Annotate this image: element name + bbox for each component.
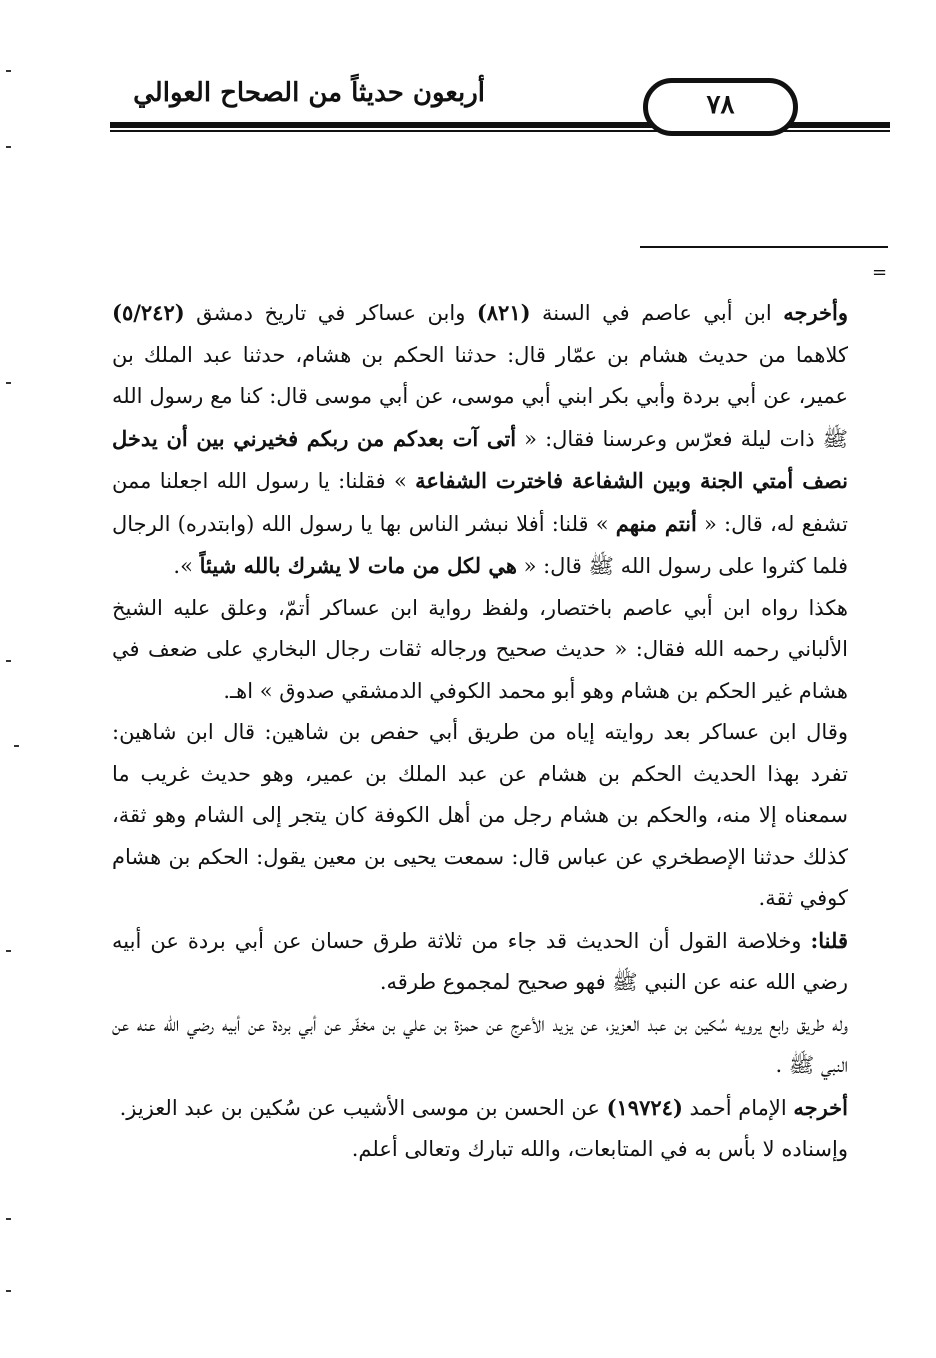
paragraph — [112, 1087, 848, 1130]
text-run: ابن أبي عاصم في السنة — [530, 301, 784, 325]
text-run: هكذا رواه ابن أبي عاصم باختصار، ولفظ رواية ابن عساكر أتمّ، وعلق عليه الشيخ الألباني رحمه الله فقال: « حديث صحيح ورجاله ثقات رجال البخاري على ضعف في هشام غير الحكم بن هشام وهو أبو محمد الكوفي الدمشقي صدوق » اهـ. — [112, 595, 848, 703]
paragraph — [112, 292, 848, 588]
bold-text: (٥/٢٤٢) — [112, 300, 185, 325]
page-header — [110, 70, 890, 140]
text-run: عن الحسن بن موسى الأشيب عن سُكين بن عبد العزيز. — [119, 1095, 607, 1120]
text-run: الإمام أحمد — [682, 1095, 794, 1120]
text-run: وخلاصة القول أن الحديث قد جاء من ثلاثة طرق حسان عن أبي بردة عن أبيه رضي الله عنه عن النبي ﷺ فهو صحيح لمجموع طرقه. — [112, 928, 848, 994]
text-run: وإسناده لا بأس به في المتابعات، والله تبارك وتعالى أعلم. — [351, 1137, 848, 1161]
bold-text: (١٩٧٢٤) — [606, 1094, 683, 1120]
bold-text: هي لكل من مات لا يشرك بالله شيئاً — [199, 553, 517, 578]
margin-mark — [6, 1218, 11, 1220]
paragraph — [112, 1129, 848, 1171]
footnote-continuation-mark: = — [872, 262, 888, 283]
paragraph — [112, 1004, 848, 1087]
bold-text: أنتم منهم — [615, 510, 697, 536]
bold-text: أتى آت بعدكم من ربكم فخيرني بين أن يدخل نصف أمتي الجنة وبين الشفاعة فاخترت الشفاعة — [112, 425, 848, 493]
bold-text: (٨٢١) — [476, 300, 531, 325]
paragraph — [112, 920, 848, 1004]
text-run: » فقلنا: يا رسول الله اجعلنا ممن تشفع له، قال: « — [112, 469, 848, 536]
margin-mark — [6, 382, 11, 384]
text-run: وقال ابن عساكر بعد روايته إياه من طريق أبي حفص بن شاهين: قال ابن شاهين: تفرد بهذا الحديث الحكم بن هشام عن عبد الملك بن عمير، وهو حديث غريب ما سمعناه إلا منه، والحكم بن هشام رجل من أهل الكوفة كان يتجر إلى الشام وهو ثقة، كذلك حدثنا الإصطخري عن عباس قال: سمعت يحيى بن معين يقول: الحكم بن هشام كوفي ثقة. — [112, 720, 848, 910]
text-run: » قلنا: أفلا نبشر الناس بها يا رسول الله (وابتدره) الرجال فلما كثروا على رسول الله ﷺ قال: « — [112, 511, 848, 578]
margin-mark — [6, 70, 11, 72]
running-title: أربعون حديثاً من الصحاح العوالي — [133, 78, 485, 108]
bold-text: وأخرجه — [783, 300, 848, 325]
text-run: كلاهما من حديث هشام بن عمّار قال: حدثنا الحكم بن هشام، حدثنا عبد الملك بن عمير، عن أبي بردة وأبي بكر ابني أبي موسى، عن أبي موسى قال: كنا مع رسول الله ﷺ ذات ليلة فعرّس وعرسنا فقال: « — [112, 342, 848, 451]
text-run: وله طريق رابع يرويه سُكين بن عبد العزيز، عن يزيد الأعرج عن حمزة بن علي بن مخفّر عن أبي بردة عن أبيه رضي الله عنه عن النبي ﷺ . — [112, 1011, 848, 1077]
margin-mark — [6, 660, 11, 662]
margin-mark — [6, 950, 11, 952]
margin-mark — [6, 1290, 11, 1292]
text-run: وابن عساكر في تاريخ دمشق — [184, 301, 477, 325]
text-run: ». — [173, 554, 200, 578]
margin-mark — [14, 745, 19, 747]
margin-mark — [6, 146, 11, 148]
footnote-rule — [640, 246, 888, 248]
footnote-body — [112, 292, 848, 1171]
page-number-frame — [643, 78, 798, 136]
bold-text: قلنا: — [810, 927, 848, 953]
paragraph — [112, 712, 848, 920]
bold-text: أخرجه — [793, 1094, 848, 1120]
page-number: ٧٨ — [706, 90, 735, 120]
paragraph — [112, 588, 848, 713]
